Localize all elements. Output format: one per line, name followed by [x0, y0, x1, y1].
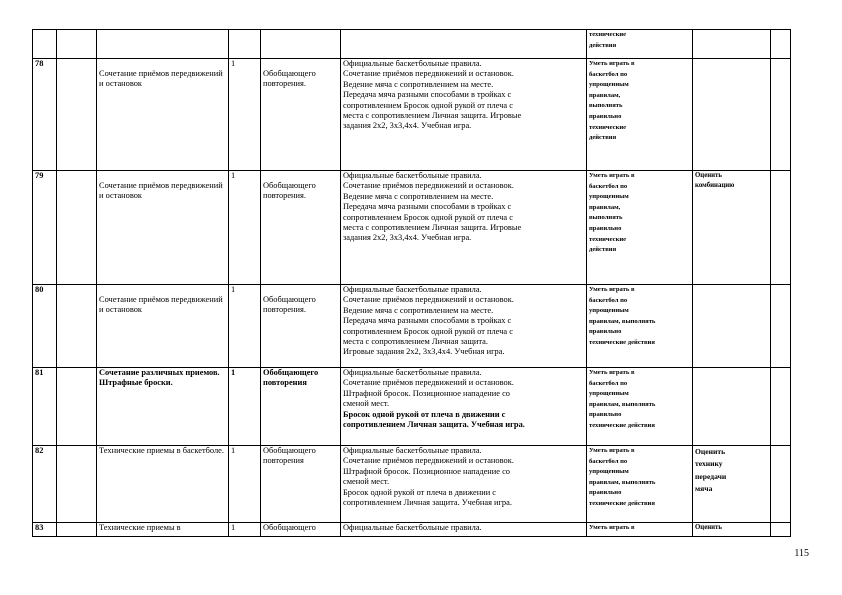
lesson-number: 80 — [33, 285, 57, 368]
table-row — [33, 368, 791, 446]
lesson-number: 79 — [33, 171, 57, 285]
lesson-content: Официальные баскетбольные правила. Сочетание приёмов передвижений и остановок. Ведение мяча с сопротивлением на месте. Передача мяча разными способами в тройках с сопротивлением Бросок одной рукой от плеча с места с сопротивлением Личная защита. Игровые задания 2х2, 3х3,4х4. Учебная игра. — [341, 285, 587, 368]
assessment-cell — [693, 368, 771, 446]
lesson-type: Обобщающего повторения — [261, 368, 341, 446]
table-row — [33, 446, 791, 523]
lesson-number: 82 — [33, 446, 57, 523]
lesson-hours: 1 — [229, 523, 261, 537]
lesson-topic: Сочетание приёмов передвижений и остановок — [97, 285, 229, 368]
lesson-hours: 1 — [229, 446, 261, 523]
lesson-topic: Технические приемы в баскетболе. — [97, 446, 229, 523]
lesson-content: Официальные баскетбольные правила. Сочетание приёмов передвижений и остановок. Штрафной бросок. Позиционное нападение со сменой мест. Бросок одной рукой от плеча в движении с сопротивлением Личная защита. Учебная игра. — [341, 368, 587, 446]
lesson-type: Обобщающего повторения. — [261, 59, 341, 171]
lesson-topic: Сочетание приёмов передвижений и остановок — [97, 171, 229, 285]
assessment-cell — [693, 59, 771, 171]
table-row — [33, 285, 791, 368]
lesson-type: Обобщающего повторения — [261, 446, 341, 523]
skills-cell: Уметь играть в баскетбол по упрощенным правилам, выполнять правильно технические действия — [587, 368, 693, 446]
lesson-number: 78 — [33, 59, 57, 171]
assessment-cell — [693, 285, 771, 368]
lesson-content: Официальные баскетбольные правила. Сочетание приёмов передвижений и остановок. Ведение мяча с сопротивлением на месте. Передача мяча разными способами в тройках с сопротивлением Бросок одной рукой от плеча с места с сопротивлением Личная защита. Игровые задания 2х2, 3х3,4х4. Учебная игра. — [341, 171, 587, 285]
lesson-content: Официальные баскетбольные правила. Сочетание приёмов передвижений и остановок. Ведение мяча с сопротивлением на месте. Передача мяча разными способами в тройках с сопротивлением Бросок одной рукой от плеча с места с сопротивлением Личная защита. Игровые задания 2х2, 3х3,4х4. Учебная игра. — [341, 59, 587, 171]
skills-cell: Уметь играть в баскетбол по упрощенным правилам, выполнять правильно технические действия — [587, 59, 693, 171]
table-row — [33, 523, 791, 537]
lesson-number: 83 — [33, 523, 57, 537]
skills-cell: технические действия — [587, 30, 693, 59]
table-row — [33, 59, 791, 171]
table-row — [33, 171, 791, 285]
lesson-type: Обобщающего — [261, 523, 341, 537]
skills-cell: Уметь играть в — [587, 523, 693, 537]
assessment-cell: Оценить — [693, 523, 771, 537]
lesson-topic: Технические приемы в — [97, 523, 229, 537]
skills-cell: Уметь играть в баскетбол по упрощенным правилам, выполнять правильно технические действия — [587, 446, 693, 523]
table-row-continuation — [33, 30, 791, 59]
lesson-plan-table — [32, 29, 791, 537]
skills-cell: Уметь играть в баскетбол по упрощенным правилам, выполнять правильно технические действия — [587, 285, 693, 368]
lesson-type: Обобщающего повторения. — [261, 285, 341, 368]
assessment-cell: Оценить комбинацию — [693, 171, 771, 285]
lesson-hours: 1 — [229, 59, 261, 171]
lesson-topic: Сочетание приёмов передвижений и остановок — [97, 59, 229, 171]
lesson-content: Официальные баскетбольные правила. — [341, 523, 587, 537]
lesson-topic: Сочетание различных приемов. Штрафные броски. — [97, 368, 229, 446]
lesson-hours: 1 — [229, 285, 261, 368]
lesson-type: Обобщающего повторения. — [261, 171, 341, 285]
assessment-cell: Оценить технику передачи мяча — [693, 446, 771, 523]
lesson-number: 81 — [33, 368, 57, 446]
page-number: 115 — [794, 548, 809, 559]
skills-cell: Уметь играть в баскетбол по упрощенным правилам, выполнять правильно технические действия — [587, 171, 693, 285]
lesson-hours: 1 — [229, 171, 261, 285]
lesson-content: Официальные баскетбольные правила. Сочетание приёмов передвижений и остановок. Штрафной бросок. Позиционное нападение со сменой мест. Бросок одной рукой от плеча в движении с сопротивлением Личная защита. Учебная игра. — [341, 446, 587, 523]
lesson-hours: 1 — [229, 368, 261, 446]
